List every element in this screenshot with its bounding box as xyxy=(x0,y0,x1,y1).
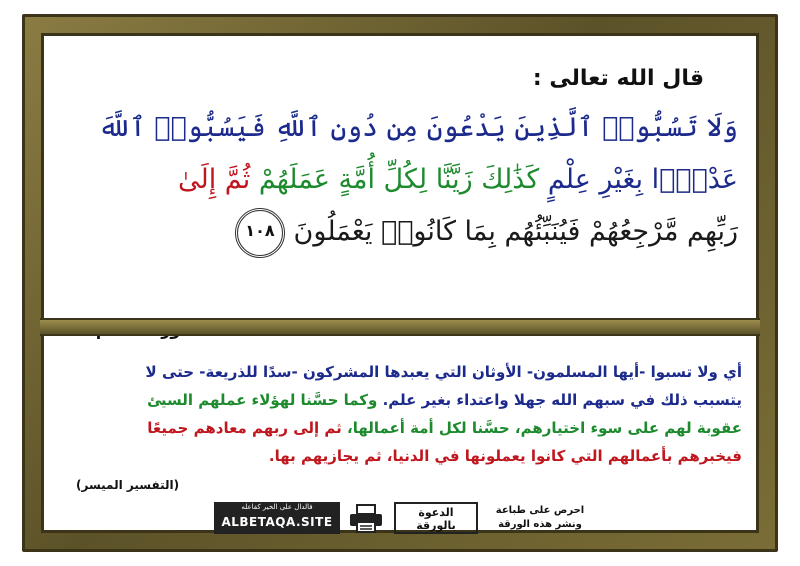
verse-panel xyxy=(66,58,752,354)
page-title: قال الله تعالى : xyxy=(532,66,704,91)
print-note xyxy=(490,504,590,532)
logo-line-1: الدعوة xyxy=(418,506,454,519)
logo-line-2: بالورقة xyxy=(416,519,456,532)
verse-segment: ثُمَّ إِلَىٰ xyxy=(177,164,259,195)
tafsir-line-1 xyxy=(62,358,742,386)
tafsir-segment: ثم إلى ربهم معادهم جميعًا xyxy=(147,419,342,437)
brand-logo xyxy=(394,502,478,534)
site-url[interactable]: ALBETAQA.SITE xyxy=(221,515,333,529)
tafsir-line-4 xyxy=(62,442,742,470)
tafsir-segment: أي ولا تسبوا -أيها المسلمون- الأوثان التي يعبدها المشركون -سدًا للذريعة- حتى لا xyxy=(145,363,742,381)
card-frame xyxy=(22,14,778,552)
tafsir-line-2 xyxy=(62,386,742,414)
tafsir-segment: عقوبة لهم على سوء اختيارهم، حسَّنا لكل أمة أعمالها، xyxy=(341,419,742,437)
tafsir-source: (التفسير الميسر) xyxy=(76,478,180,492)
panel-divider xyxy=(40,318,760,336)
footer xyxy=(214,502,594,536)
tafsir-segment: فيخبرهم بأعمالهم التي كانوا يعملونها في الدنيا، ثم يجازيهم بها. xyxy=(268,447,742,465)
tafsir-segment: وكما حسَّنا لهؤلاء عملهم السيئ xyxy=(147,391,378,409)
verse-line-1 xyxy=(80,102,738,154)
site-badge[interactable] xyxy=(214,502,340,534)
verse-line-3 xyxy=(80,206,738,258)
verse-segment: كَذَٰلِكَ زَيَّنَّا لِكُلِّ أُمَّةٍ عَمَلَهُمْ xyxy=(258,164,548,195)
tafsir-text xyxy=(62,358,742,470)
tafsir-segment: يتسبب ذلك في سبهم الله جهلا واعتداء بغير علم. xyxy=(377,391,742,409)
verse-segment: رَبِّهِم مَّرْجِعُهُمْ فَيُنَبِّئُهُم بِمَا كَانُوا۟ يَعْمَلُونَ xyxy=(293,216,738,247)
card-inner xyxy=(41,33,759,533)
verse-line-2 xyxy=(80,154,738,206)
note-line-2: ونشر هذه الورقة xyxy=(498,519,582,530)
verse-segment: عَدْوًۢا بِغَيْرِ عِلْمٍ xyxy=(547,164,738,195)
printer-icon xyxy=(348,504,384,534)
ayah-number-badge: ١٠٨ xyxy=(235,208,285,258)
tafsir-line-3 xyxy=(62,414,742,442)
note-line-1: احرص على طباعة xyxy=(495,505,585,516)
verse-segment: وَلَا تَسُبُّوا۟ ٱلَّذِينَ يَدْعُونَ مِن دُونِ ٱللَّهِ فَيَسُبُّوا۟ ٱللَّهَ xyxy=(98,112,738,143)
site-tagline: فالدال على الخير كفاعله xyxy=(241,503,313,511)
